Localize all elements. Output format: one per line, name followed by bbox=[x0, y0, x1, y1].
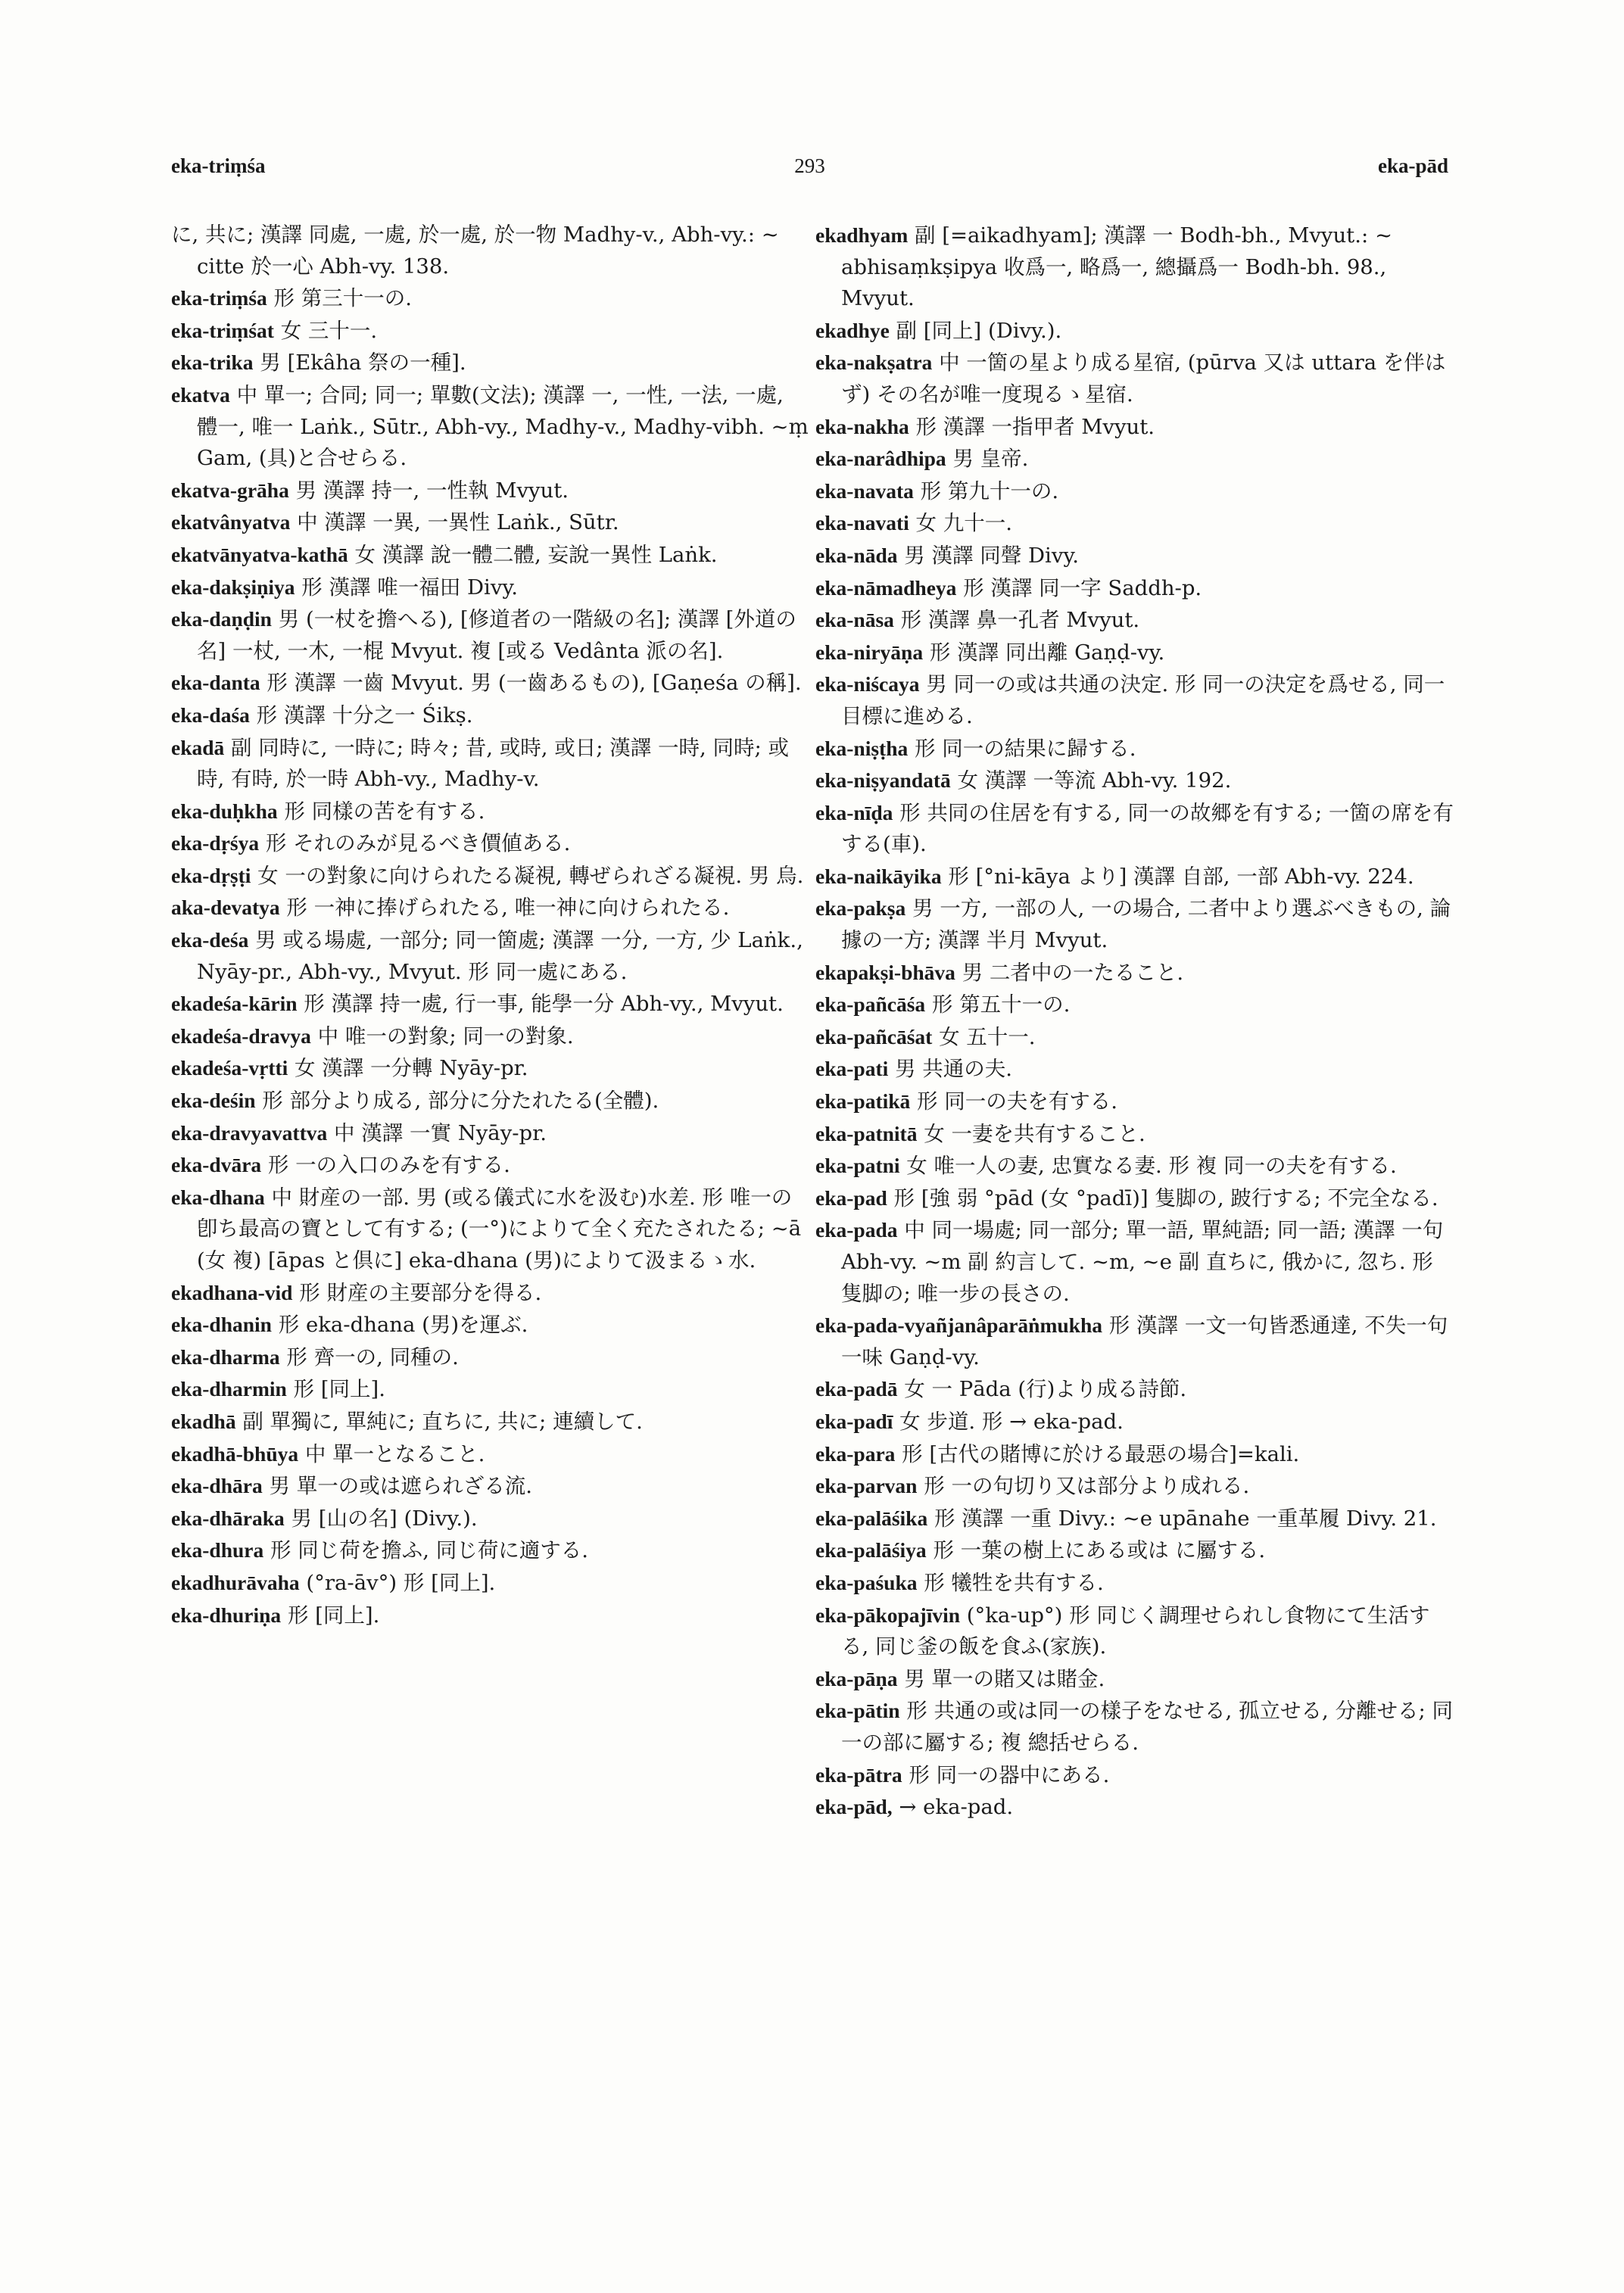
dictionary-entry bbox=[815, 347, 1454, 410]
entry-headword: eka-triṃśa bbox=[171, 286, 267, 310]
entry-headword: eka-triṃśat bbox=[171, 318, 274, 342]
dictionary-entry bbox=[171, 1277, 810, 1310]
dictionary-entry bbox=[815, 893, 1454, 956]
entry-headword: eka-para bbox=[815, 1441, 896, 1466]
entry-headword: eka-nāda bbox=[815, 543, 898, 567]
dictionary-entry bbox=[171, 796, 810, 828]
dictionary-entry bbox=[815, 861, 1454, 893]
dictionary-entry bbox=[815, 475, 1454, 508]
dictionary-entry bbox=[815, 1150, 1454, 1182]
dictionary-entry bbox=[815, 1567, 1454, 1600]
dictionary-entry bbox=[815, 1310, 1454, 1373]
entry-headword: eka-nakha bbox=[815, 414, 909, 438]
entry-headword: eka-pada-vyañjanâparāṅmukha bbox=[815, 1313, 1102, 1338]
entry-definition: 形 第三十一の. bbox=[273, 286, 413, 311]
dictionary-entry bbox=[815, 668, 1454, 732]
entry-definition: 形 共通の或は同一の樣子をなせる, 孤立せる, 分離せる; 同一の部に屬する; 複 總括せらる. bbox=[841, 1699, 1454, 1755]
entry-headword: ekadhurāvaha bbox=[171, 1570, 300, 1594]
entry-headword: eka-nakṣatra bbox=[815, 350, 933, 375]
entry-definition: 女 唯一人の妻, 忠實なる妻. 形 複 同一の夫を有する. bbox=[906, 1154, 1397, 1179]
dictionary-entry bbox=[171, 1438, 810, 1471]
entry-definition: 形 漢譯 鼻一孔者 Mvyut. bbox=[900, 608, 1140, 633]
dictionary-entry bbox=[171, 860, 810, 893]
dictionary-entry bbox=[171, 603, 810, 667]
dictionary-entry bbox=[171, 1309, 810, 1341]
dictionary-entry bbox=[171, 1503, 810, 1535]
entry-headword: eka-duḥkha bbox=[171, 799, 278, 823]
entry-headword: ekatvānyatva-kathā bbox=[171, 542, 348, 566]
dictionary-entry bbox=[815, 1438, 1454, 1471]
entry-headword: eka-pakṣa bbox=[815, 896, 906, 921]
dictionary-entry bbox=[171, 988, 810, 1020]
entry-definition: 男 二者中の一たること. bbox=[962, 960, 1184, 985]
entry-definition: 形 [同上]. bbox=[293, 1377, 385, 1402]
entry-definition: 形 同一の夫を有する. bbox=[917, 1089, 1118, 1114]
dictionary-entry bbox=[171, 220, 810, 282]
entry-definition: 男 一方, 一部の人, 一の場合, 二者中より選ぶべきもの, 論據の一方; 漢譯 半月 Mvyut. bbox=[841, 896, 1451, 953]
entry-definition: 形 漢譯 唯一福田 Divy. bbox=[301, 575, 519, 600]
entry-definition: 形 漢譯 一齒 Mvyut. 男 (一齒あるもの), [Gaṇeśa の稱]. bbox=[267, 671, 802, 696]
dictionary-entry bbox=[815, 1086, 1454, 1118]
entry-definition: 形 [強 弱 °pād (女 °padī)] 隻脚の, 跛行する; 不完全なる. bbox=[893, 1185, 1439, 1210]
entry-headword: eka-navati bbox=[815, 511, 909, 535]
entry-headword: eka-dvāra bbox=[171, 1153, 262, 1177]
dictionary-entry bbox=[815, 1214, 1454, 1310]
entry-definition: 形 財産の主要部分を得る. bbox=[299, 1280, 542, 1305]
entry-headword: eka-dhāraka bbox=[171, 1506, 285, 1530]
entry-definition: 副 [=aikadhyam]; 漢譯 一 Bodh-bh., Mvyut.: ~ abhisaṃkṣipya 收爲一, 略爲一, 總攝爲一 Bodh-bh. 98., Mvyut. bbox=[841, 223, 1392, 311]
dictionary-entry bbox=[815, 604, 1454, 637]
entry-headword: eka-niścaya bbox=[815, 672, 920, 696]
entry-definition: 女 九十一. bbox=[915, 511, 1012, 536]
entry-definition: 女 三十一. bbox=[280, 318, 378, 343]
dictionary-entry bbox=[171, 475, 810, 507]
left-column bbox=[171, 220, 810, 1631]
dictionary-entry bbox=[171, 572, 810, 604]
entry-headword: eka-pātra bbox=[815, 1762, 902, 1787]
dictionary-entry bbox=[815, 1118, 1454, 1151]
dictionary-entry bbox=[815, 637, 1454, 669]
dictionary-entry bbox=[815, 1695, 1454, 1759]
entry-definition: 中 漢譯 一異, 一異性 Laṅk., Sūtr. bbox=[297, 510, 619, 535]
dictionary-entry bbox=[815, 1663, 1454, 1696]
entry-headword: eka-deśin bbox=[171, 1089, 256, 1113]
entry-definition: 形 [同上]. bbox=[287, 1603, 380, 1628]
entry-definition: 形 漢譯 同一字 Saddh-p. bbox=[963, 575, 1202, 600]
entry-definition: 中 唯一の對象; 同一の對象. bbox=[317, 1023, 574, 1048]
entry-headword: eka-navata bbox=[815, 478, 914, 503]
entry-definition: 男 [山の名] (Divy.). bbox=[291, 1506, 478, 1531]
dictionary-entry bbox=[815, 411, 1454, 444]
dictionary-entry bbox=[815, 220, 1454, 315]
entry-definition: 形 漢譯 持一處, 行一事, 能學一分 Abh-vy., Mvyut. bbox=[304, 992, 784, 1017]
dictionary-entry bbox=[171, 282, 810, 315]
entry-headword: eka-daśa bbox=[171, 703, 250, 727]
entry-definition: 副 單獨に, 單純に; 直ちに, 共に; 連續して. bbox=[242, 1409, 643, 1434]
dictionary-entry bbox=[171, 1085, 810, 1117]
entry-headword: eka-pātin bbox=[815, 1699, 900, 1723]
dictionary-entry bbox=[815, 507, 1454, 540]
entry-headword: eka-paśuka bbox=[815, 1570, 918, 1594]
entry-headword: eka-dhāra bbox=[171, 1474, 263, 1498]
entry-definition: 形 [古代の賭博に於ける最惡の場合]=kali. bbox=[902, 1441, 1300, 1466]
entry-headword: aka-devatya bbox=[171, 896, 280, 920]
header-last-headword: eka-pād bbox=[1377, 154, 1448, 177]
entry-headword: eka-niṣṭha bbox=[815, 736, 909, 760]
page-header bbox=[171, 154, 1448, 192]
entry-headword: eka-danta bbox=[171, 671, 260, 695]
dictionary-entry bbox=[815, 315, 1454, 347]
dictionary-entry bbox=[815, 572, 1454, 605]
entry-definition: 男 同一の或は共通の決定. 形 同一の決定を爲せる, 同一目標に進める. bbox=[841, 672, 1445, 728]
entry-definition: 男 [Ekâha 祭の一種]. bbox=[260, 350, 466, 375]
entry-definition: 女 一 Pāda (行)より成る詩節. bbox=[904, 1377, 1187, 1402]
entry-definition: → eka-pad. bbox=[899, 1795, 1014, 1820]
header-first-headword: eka-triṃśa bbox=[171, 154, 266, 177]
entry-headword: eka-narâdhipa bbox=[815, 447, 946, 471]
dictionary-entry bbox=[815, 989, 1454, 1021]
entry-definition: 女 漢譯 一等流 Abh-vy. 192. bbox=[957, 768, 1232, 793]
entry-headword: eka-palāśiya bbox=[815, 1538, 927, 1562]
entry-headword: eka-patnitā bbox=[815, 1121, 918, 1145]
dictionary-entry bbox=[815, 1791, 1454, 1824]
entry-headword: ekadhye bbox=[815, 318, 890, 342]
entry-definition: 形 第九十一の. bbox=[920, 478, 1059, 503]
dictionary-entry bbox=[171, 1600, 810, 1632]
entry-definition: 中 單一となること. bbox=[304, 1441, 485, 1466]
entry-headword: ekadhyam bbox=[815, 223, 909, 247]
entry-headword: ekatva bbox=[171, 382, 230, 407]
entry-definition: に, 共に; 漢譯 同處, 一處, 於一處, 於一物 Madhy-v., Abh-vy.: ~ citte 於一心 Abh-vy. 138. bbox=[171, 223, 779, 279]
dictionary-entry bbox=[815, 1406, 1454, 1438]
entry-headword: eka-padā bbox=[815, 1377, 898, 1401]
entry-definition: 形 一葉の樹上にある或は に屬する. bbox=[933, 1538, 1266, 1563]
dictionary-entry bbox=[815, 1182, 1454, 1215]
entry-definition: 女 一の對象に向けられたる凝視, 轉ぜられざる凝視. 男 烏. bbox=[257, 863, 804, 888]
entry-headword: eka-trika bbox=[171, 350, 254, 375]
entry-headword: eka-parvan bbox=[815, 1474, 918, 1498]
entry-headword: eka-pañcāśat bbox=[815, 1024, 933, 1048]
entry-headword: eka-pākopajīvin bbox=[815, 1603, 961, 1627]
entry-headword: ekadhā-bhūya bbox=[171, 1441, 299, 1466]
dictionary-entry bbox=[815, 957, 1454, 989]
dictionary-entry bbox=[815, 1021, 1454, 1054]
entry-headword: eka-nāsa bbox=[815, 608, 894, 632]
dictionary-entry bbox=[815, 1503, 1454, 1535]
dictionary-entry bbox=[171, 1182, 810, 1277]
entry-headword: eka-naikāyika bbox=[815, 864, 942, 888]
entry-definition: 男 (一杖を擔へる), [修道者の一階級の名]; 漢譯 [外道の名] 一杖, 一木, 一棍 Mvyut. 複 [或る Vedânta 派の名]. bbox=[197, 607, 796, 663]
page-number: 293 bbox=[794, 154, 825, 177]
dictionary-entry bbox=[815, 733, 1454, 765]
entry-definition: 形 部分より成る, 部分に分たれたる(全體). bbox=[262, 1089, 659, 1114]
entry-headword: eka-niṣyandatā bbox=[815, 768, 951, 793]
entry-definition: 形 漢譯 同出離 Gaṇḍ-vy. bbox=[929, 640, 1165, 665]
entry-headword: ekadā bbox=[171, 735, 225, 759]
entry-definition: 女 漢譯 說一體二體, 妄說一異性 Laṅk. bbox=[354, 542, 718, 567]
entry-headword: eka-deśa bbox=[171, 928, 249, 952]
dictionary-entry bbox=[171, 1020, 810, 1053]
entry-headword: eka-dakṣiṇiya bbox=[171, 575, 295, 599]
entry-definition: 形 漢譯 一文一句皆悉通達, 不失一句一味 Gaṇḍ-vy. bbox=[841, 1313, 1448, 1369]
entry-headword: ekadeśa-kārin bbox=[171, 992, 298, 1016]
entry-definition: 形 同一の器中にある. bbox=[909, 1762, 1110, 1787]
entry-definition: 女 步道. 形 → eka-pad. bbox=[899, 1409, 1124, 1434]
entry-definition: 形 齊一の, 同種の. bbox=[286, 1344, 459, 1369]
dictionary-entry bbox=[815, 797, 1454, 861]
dictionary-entry bbox=[171, 1470, 810, 1503]
entry-definition: 男 漢譯 同聲 Divy. bbox=[904, 543, 1079, 568]
dictionary-entry bbox=[815, 1470, 1454, 1503]
dictionary-entry bbox=[171, 827, 810, 860]
entry-definition: 形 漢譯 一重 Divy.: ~e upānahe 一重革履 Divy. 21. bbox=[934, 1506, 1437, 1531]
entry-definition: 男 或る場處, 一部分; 同一箇處; 漢譯 一分, 一方, 少 Laṅk., Nyāy-pr., Abh-vy., Mvyut. 形 同一處にある. bbox=[197, 928, 803, 984]
entry-headword: eka-dhura bbox=[171, 1538, 264, 1562]
entry-definition: 形 同樣の苦を有する. bbox=[284, 799, 485, 824]
entry-headword: eka-dhana bbox=[171, 1185, 265, 1209]
dictionary-entry bbox=[171, 1149, 810, 1182]
entry-definition: 中 單一; 合同; 同一; 單數(文法); 漢譯 一, 一性, 一法, 一處, 體一, 唯一 Laṅk., Sūtr., Abh-vy., Madhy-v., Madhy-vibh. ~ṃ Gam, (具)と合せらる. bbox=[197, 382, 809, 471]
entry-headword: eka-pāṇa bbox=[815, 1666, 898, 1690]
entry-definition: 形 同じ荷を擔ふ, 同じ荷に適する. bbox=[270, 1538, 588, 1563]
entry-headword: eka-pad bbox=[815, 1185, 887, 1210]
entry-definition: 中 同一場處; 同一部分; 單一語, 單純語; 同一語; 漢譯 一句 Abh-vy. ~m 副 約言して. ~m, ~e 副 直ちに, 俄かに, 忽ち. 形 隻脚の; 唯一步の長さの. bbox=[841, 1218, 1444, 1306]
dictionary-entry bbox=[171, 315, 810, 347]
entry-definition: (°ra-āv°) 形 [同上]. bbox=[306, 1570, 496, 1595]
entry-definition: 形 一の入口のみを有する. bbox=[267, 1153, 510, 1178]
entry-headword: eka-patni bbox=[815, 1154, 900, 1178]
entry-definition: 形 一の句切り又は部分より成れる. bbox=[924, 1474, 1250, 1499]
entry-definition: 男 漢譯 持一, 一性執 Mvyut. bbox=[295, 478, 569, 503]
entry-headword: eka-pati bbox=[815, 1057, 889, 1081]
dictionary-entry bbox=[171, 1406, 810, 1438]
dictionary-entry bbox=[171, 1341, 810, 1374]
dictionary-entry bbox=[171, 667, 810, 699]
entry-definition: (°ka-up°) 形 同じく調理せられし食物にて生活する, 同じ釜の飯を食ふ(家族). bbox=[841, 1603, 1430, 1659]
entry-headword: ekadhana-vid bbox=[171, 1280, 293, 1304]
entry-headword: ekadeśa-vṛtti bbox=[171, 1056, 288, 1080]
entry-headword: eka-dharmin bbox=[171, 1377, 287, 1401]
entry-definition: 女 一妻を共有すること. bbox=[924, 1121, 1146, 1146]
entry-headword: eka-pañcāśa bbox=[815, 992, 926, 1017]
entry-definition: 中 漢譯 一實 Nyāy-pr. bbox=[333, 1120, 547, 1145]
dictionary-entry bbox=[815, 1534, 1454, 1567]
entry-headword: ekatvânyatva bbox=[171, 510, 291, 534]
entry-headword: eka-niryāṇa bbox=[815, 640, 924, 664]
dictionary-entry bbox=[171, 1534, 810, 1567]
entry-headword: eka-dṛṣṭi bbox=[171, 863, 251, 887]
entry-definition: 形 共同の住居を有する, 同一の故郷を有する; 一箇の席を有する(車). bbox=[841, 800, 1454, 857]
dictionary-entry bbox=[171, 1373, 810, 1406]
entry-definition: 形 [°ni-kāya より] 漢譯 自部, 一部 Abh-vy. 224. bbox=[948, 864, 1414, 889]
entry-definition: 形 犧牲を共有する. bbox=[924, 1570, 1104, 1595]
entry-headword: eka-padī bbox=[815, 1409, 893, 1433]
entry-definition: 形 eka-dhana (男)を運ぶ. bbox=[278, 1313, 528, 1338]
entry-headword: eka-nīḍa bbox=[815, 800, 893, 824]
entry-headword: ekatva-grāha bbox=[171, 478, 289, 502]
entry-definition: 形 それのみが見るべき價値ある. bbox=[265, 831, 571, 856]
entry-definition: 形 漢譯 十分之一 Śikṣ. bbox=[256, 703, 473, 727]
entry-headword: eka-dṛśya bbox=[171, 831, 260, 855]
entry-headword: eka-daṇḍin bbox=[171, 607, 272, 631]
dictionary-entry bbox=[171, 1117, 810, 1150]
dictionary-entry bbox=[171, 699, 810, 732]
dictionary-entry bbox=[171, 347, 810, 379]
dictionary-entry bbox=[815, 1053, 1454, 1086]
entry-headword: eka-pād, bbox=[815, 1795, 893, 1819]
dictionary-entry bbox=[171, 1052, 810, 1085]
dictionary-entry bbox=[815, 540, 1454, 572]
dictionary-entry bbox=[171, 506, 810, 539]
entry-definition: 中 一箇の星より成る星宿, (pūrva 又は uttara を伴はず) その名が唯一度現るゝ星宿. bbox=[841, 350, 1446, 407]
entry-headword: eka-pada bbox=[815, 1218, 898, 1242]
entry-headword: eka-dhuriṇa bbox=[171, 1603, 282, 1627]
entry-definition: 形 第五十一の. bbox=[931, 992, 1071, 1017]
entry-headword: eka-palāśika bbox=[815, 1506, 928, 1530]
entry-definition: 男 單一の賭又は賭金. bbox=[904, 1666, 1105, 1691]
entry-definition: 副 [同上] (Divy.). bbox=[896, 318, 1062, 343]
entry-headword: eka-dravyavattva bbox=[171, 1120, 328, 1145]
dictionary-entry bbox=[171, 924, 810, 988]
entry-definition: 男 共通の夫. bbox=[895, 1057, 1012, 1082]
dictionary-entry bbox=[171, 379, 810, 475]
entry-definition: 中 財産の一部. 男 (或る儀式に水を汲む)水差. 形 唯一の卽ち最高の寶として有する; (一°)によりて全く充たされたる; ~ā (女 複) [āpas と倶に] eka-dhana (男)によりて汲まるゝ水. bbox=[197, 1185, 802, 1273]
right-column bbox=[815, 220, 1454, 1824]
entry-headword: ekapakṣi-bhāva bbox=[815, 960, 955, 984]
entry-headword: ekadhā bbox=[171, 1409, 236, 1433]
dictionary-entry bbox=[815, 765, 1454, 797]
dictionary-entry bbox=[815, 443, 1454, 475]
entry-definition: 女 五十一. bbox=[939, 1024, 1036, 1049]
dictionary-entry bbox=[171, 1567, 810, 1600]
entry-definition: 形 一神に捧げられたる, 唯一神に向けられたる. bbox=[286, 896, 730, 921]
entry-definition: 女 漢譯 一分轉 Nyāy-pr. bbox=[295, 1056, 528, 1081]
entry-definition: 男 皇帝. bbox=[952, 447, 1029, 472]
dictionary-entry bbox=[171, 732, 810, 796]
entry-headword: eka-patikā bbox=[815, 1089, 911, 1114]
entry-definition: 男 單一の或は遮られざる流. bbox=[269, 1474, 532, 1499]
dictionary-entry bbox=[815, 1759, 1454, 1792]
dictionary-entry bbox=[815, 1600, 1454, 1663]
entry-headword: eka-dharma bbox=[171, 1344, 280, 1369]
entry-definition: 形 同一の結果に歸する. bbox=[915, 736, 1136, 761]
dictionary-entry bbox=[171, 892, 810, 924]
entry-definition: 形 漢譯 一指甲者 Mvyut. bbox=[915, 414, 1155, 439]
entry-definition: 副 同時に, 一時に; 時々; 昔, 或時, 或日; 漢譯 一時, 同時; 或時, 有時, 於一時 Abh-vy., Madhy-v. bbox=[197, 735, 789, 792]
dictionary-entry bbox=[171, 539, 810, 572]
dictionary-entry bbox=[815, 1373, 1454, 1406]
entry-headword: eka-nāmadheya bbox=[815, 575, 957, 600]
entry-headword: ekadeśa-dravya bbox=[171, 1023, 311, 1048]
entry-headword: eka-dhanin bbox=[171, 1313, 272, 1337]
